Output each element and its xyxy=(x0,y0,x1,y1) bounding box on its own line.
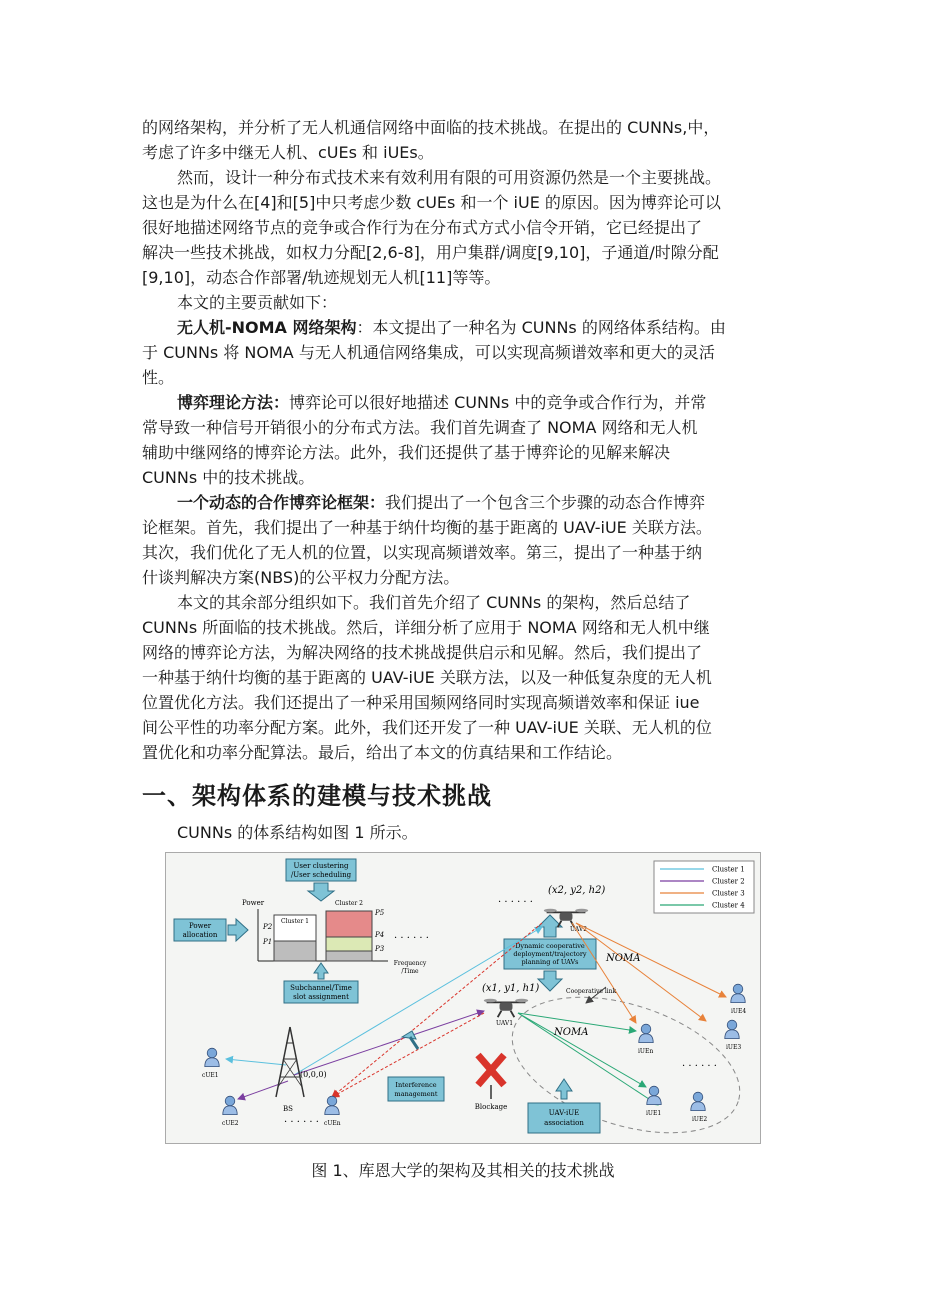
blockage-label: Blockage xyxy=(474,1103,508,1111)
legend-label: Cluster 2 xyxy=(712,877,745,886)
text-line: ：本文提出了一种名为 CUNNs 的网络体系结构。由 xyxy=(356,318,726,337)
paragraph-2 xyxy=(142,165,790,290)
chart-ellipsis: · · · · · · xyxy=(394,933,429,944)
contribution-title: 博弈理论方法： xyxy=(177,393,290,412)
text-line: 本文的主要贡献如下： xyxy=(177,293,338,312)
p3-label: P3 xyxy=(375,945,385,953)
text-line: 这也是为什么在[4]和[5]中只考虑少数 cUEs 和一个 iUE 的原因。因为博弈论可以 xyxy=(142,193,721,212)
text-line: 间公平性的功率分配方案。此外，我们还开发了一种 UAV-iUE 关联、无人机的位 xyxy=(142,718,712,737)
association-box xyxy=(528,1103,600,1133)
power-allocation-label-1: Power xyxy=(188,922,212,930)
association-label-1: UAV-iUE xyxy=(548,1109,580,1117)
cluster2-top xyxy=(326,911,372,937)
contribution-3 xyxy=(142,490,790,590)
frequency-label-1: Frequency xyxy=(393,960,427,967)
cuen-icon xyxy=(325,1096,339,1114)
user-clustering-label-1: User clustering xyxy=(293,862,349,870)
cluster2-bottom xyxy=(326,951,372,961)
iue3-icon xyxy=(725,1020,739,1038)
text-line: 本文的其余部分组织如下。我们首先介绍了 CUNNs 的架构，然后总结了 xyxy=(177,593,691,612)
text-line: CUNNs 所面临的技术挑战。然后，详细分析了应用于 NOMA 网络和无人机中继 xyxy=(142,618,710,637)
dynamic-label-3: planning of UAVs xyxy=(521,958,579,966)
architecture-diagram xyxy=(166,853,760,1143)
cue2-label: cUE2 xyxy=(222,1120,239,1127)
interference-label-2: management xyxy=(394,1090,438,1098)
cue1-icon xyxy=(205,1048,219,1066)
text-line: 的网络架构，并分析了无人机通信网络中面临的技术挑战。在提出的 CUNNs,中， xyxy=(142,118,720,137)
cluster3-link xyxy=(572,923,636,1023)
text-line: 位置优化方法。我们还提出了一种采用国频网络同时实现高频谱效率和保证 iue xyxy=(142,693,700,712)
noma-label-upper: NOMA xyxy=(606,953,641,964)
text-line: 什谈判解决方案(NBS)的公平权力分配方法。 xyxy=(142,568,460,587)
cluster1-bottom xyxy=(274,941,316,961)
iue3-label: iUE3 xyxy=(726,1044,742,1051)
text-line: 我们提出了一个包含三个步骤的动态合作博弈 xyxy=(385,493,706,512)
uav2-label: UAV2 xyxy=(570,926,588,933)
cluster1-label: Cluster 1 xyxy=(280,918,310,925)
cluster2-mid xyxy=(326,937,372,951)
cue-ellipsis: · · · · · · xyxy=(284,1117,319,1128)
contribution-title: 无人机-NOMA 网络架构 xyxy=(177,318,357,337)
iue2-label: iUE2 xyxy=(692,1116,708,1123)
paragraph-4 xyxy=(142,590,790,765)
uav1-coordinate: (x1, y1, h1) xyxy=(482,983,540,994)
iue4-icon xyxy=(731,984,745,1002)
paragraph-1 xyxy=(142,115,790,165)
text-line: 一种基于纳什均衡的基于距离的 UAV-iUE 关联方法，以及一种低复杂度的无人机 xyxy=(142,668,712,687)
interference-label-1: Interference xyxy=(395,1081,437,1089)
cuen-label: cUEn xyxy=(324,1120,341,1127)
paragraph-3 xyxy=(142,290,790,315)
power-axis-label: Power xyxy=(242,899,265,907)
legend-label: Cluster 3 xyxy=(712,889,745,898)
up-arrow-icon xyxy=(556,1079,572,1099)
text-line: 于 CUNNs 将 NOMA 与无人机通信网络集成，可以实现高频谱效率和更大的灵活 xyxy=(142,343,715,362)
uav1-label: UAV1 xyxy=(496,1020,514,1027)
iuen-label: iUEn xyxy=(638,1048,654,1055)
figure-1 xyxy=(165,852,761,1144)
iue-ellipsis: · · · · · · xyxy=(682,1061,717,1072)
text-line: 考虑了许多中继无人机、cUEs 和 iUEs。 xyxy=(142,143,434,162)
dynamic-label-1: Dynamic cooperative xyxy=(515,942,585,950)
text-line: 其次，我们优化了无人机的位置，以实现高频谱效率。第三，提出了一种基于纳 xyxy=(142,543,703,562)
text-line: 解决一些技术挑战，如权力分配[2,6-8]，用户集群/调度[9,10]，子通道/时隙分配 xyxy=(142,243,719,262)
iue1-icon xyxy=(647,1086,661,1104)
noma-label-lower: NOMA xyxy=(554,1027,589,1038)
text-line: CUNNs 中的技术挑战。 xyxy=(142,468,315,487)
uav-ellipsis: · · · · · · xyxy=(498,897,533,908)
text-line: 网络的博弈论方法，为解决网络的技术挑战提供启示和见解。然后，我们提出了 xyxy=(142,643,703,662)
subchannel-label-2: slot assignment xyxy=(293,993,349,1001)
text-line: 论框架。首先，我们提出了一种基于纳什均衡的基于距离的 UAV-iUE 关联方法。 xyxy=(142,518,712,537)
origin-label: (0,0,0) xyxy=(300,1070,327,1079)
subchannel-label-1: Subchannel/Time xyxy=(290,984,352,992)
frequency-label-2: /Time xyxy=(401,968,419,975)
iuen-icon xyxy=(639,1024,653,1042)
cluster2-label: Cluster 2 xyxy=(334,900,364,907)
iue2-icon xyxy=(691,1092,705,1110)
power-allocation-label-2: allocation xyxy=(182,931,218,939)
uav1-icon xyxy=(484,999,528,1017)
association-label-2: association xyxy=(544,1119,584,1127)
bs-label: BS xyxy=(283,1105,293,1113)
up-arrow-icon xyxy=(314,963,328,979)
section-heading: 一、架构体系的建模与技术挑战 xyxy=(142,782,492,810)
uav2-coordinate: (x2, y2, h2) xyxy=(548,885,606,896)
contribution-title: 一个动态的合作博弈论框架： xyxy=(177,493,386,512)
legend-label: Cluster 1 xyxy=(712,865,745,874)
text-line: 很好地描述网络节点的竞争或合作行为在分布式方式小信令开销，它已经提出了 xyxy=(142,218,703,237)
contribution-1 xyxy=(142,315,790,390)
text-line: 置优化和功率分配算法。最后，给出了本文的仿真结果和工作结论。 xyxy=(142,743,623,762)
cue1-label: cUE1 xyxy=(202,1072,219,1079)
iue4-label: iUE4 xyxy=(731,1008,747,1015)
user-clustering-label-2: /User scheduling xyxy=(290,871,352,879)
cluster2-link xyxy=(294,1011,484,1075)
text-line: 然而，设计一种分布式技术来有效利用有限的可用资源仍然是一个主要挑战。 xyxy=(177,168,722,187)
p4-label: P4 xyxy=(375,931,385,939)
cue2-icon xyxy=(223,1096,237,1114)
down-arrow-icon xyxy=(538,971,562,991)
section-intro xyxy=(142,820,790,845)
text-line: [9,10]，动态合作部署/轨迹规划无人机[11]等等。 xyxy=(142,268,501,287)
text-line: CUNNs 的体系结构如图 1 所示。 xyxy=(177,823,418,842)
bs-tower-icon xyxy=(276,1027,304,1097)
p5-label: P5 xyxy=(375,909,385,917)
figure-caption: 图 1、库恩大学的架构及其相关的技术挑战 xyxy=(311,1161,615,1180)
right-arrow-icon xyxy=(228,919,248,941)
cooperative-link-label: Cooperative link xyxy=(566,988,617,995)
dynamic-label-2: deployment/trajectory xyxy=(513,950,587,958)
cluster4-link xyxy=(518,1013,646,1087)
legend-label: Cluster 4 xyxy=(712,901,745,910)
down-arrow-icon xyxy=(308,883,334,901)
blockage-icon xyxy=(478,1055,504,1099)
p2-label: P2 xyxy=(263,923,273,931)
bs-cue1-link xyxy=(226,1059,286,1065)
text-line: 常导致一种信号开销很小的分布式方法。我们首先调查了 NOMA 网络和无人机 xyxy=(142,418,698,437)
text-line: 博弈论可以很好地描述 CUNNs 中的竞争或合作行为，并常 xyxy=(289,393,707,412)
contribution-2 xyxy=(142,390,790,490)
text-line: 性。 xyxy=(142,368,175,387)
iue1-label: iUE1 xyxy=(646,1110,662,1117)
cluster3-link xyxy=(576,923,726,997)
p1-label: P1 xyxy=(263,938,273,946)
text-line: 辅助中继网络的博弈论方法。此外，我们还提供了基于博弈论的见解来解决 xyxy=(142,443,671,462)
